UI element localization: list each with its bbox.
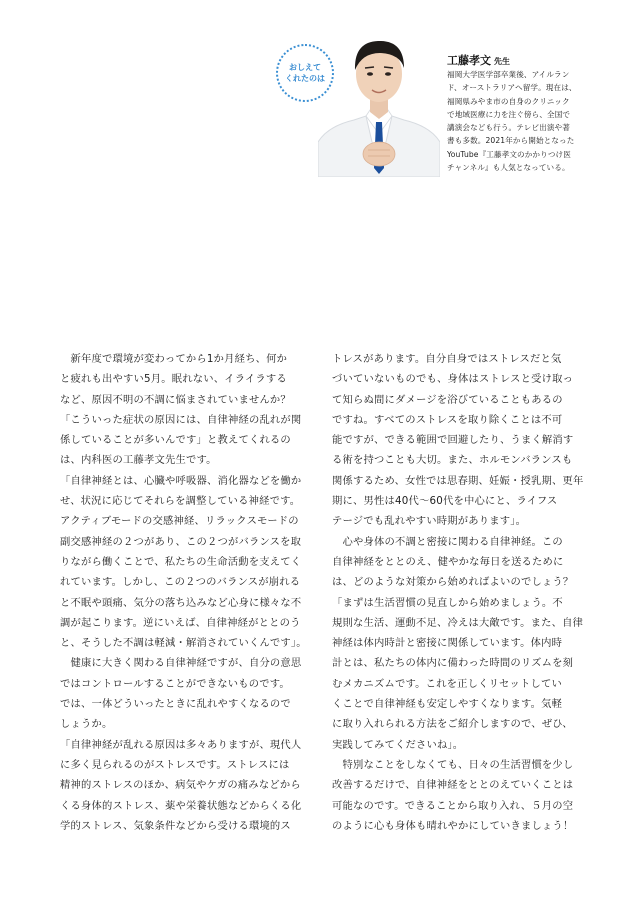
article-line: くる身体的ストレス、薬や栄養状態などからくる化 — [60, 799, 302, 812]
article-line: 「自律神経が乱れる原因は多々ありますが、現代人 — [60, 738, 302, 751]
article-line: 改善するだけで、自律神経をととのえていくことは — [332, 779, 574, 792]
doctor-bio — [447, 68, 597, 174]
bio-line: 講演会なども行う。テレビ出演や著 — [447, 123, 570, 133]
article-line: 規則な生活、運動不足、冷えは大敵です。また、自律 — [332, 616, 584, 629]
article-line: むメカニズムです。これを正しくリセットしてい — [332, 677, 563, 690]
article-line: りながら働くことで、私たちの生命活動を支えてく — [60, 555, 302, 568]
article-line: ですね。すべてのストレスを取り除くことは不可 — [332, 413, 563, 426]
article-line: 期に、男性は40代〜60代を中心にと、ライフス — [332, 495, 558, 508]
article-line: れています。しかし、この２つのバランスが崩れる — [60, 576, 301, 589]
article-line: と疲れも出やすい5月。眠れない、イライラする — [60, 373, 287, 386]
article-line: は、内科医の工藤孝文先生です。 — [60, 454, 217, 467]
article-line: など、原因不明の不調に悩まされていませんか？ — [60, 393, 291, 406]
article-column-right — [332, 349, 600, 836]
article-line: 神経は体内時計と密接に関係しています。体内時 — [332, 637, 563, 650]
article-line: 能ですが、できる範囲で回避したり、うまく解消す — [332, 434, 574, 447]
article-line: 実践してみてくださいね」。 — [332, 738, 464, 751]
bio-line: YouTube『工藤孝文のかかりつけ医 — [447, 149, 571, 159]
article-line: 「自律神経とは、心臓や呼吸器、消化器などを働か — [60, 474, 302, 487]
article-line: 健康に大きく関わる自律神経ですが、自分の意思 — [60, 657, 302, 670]
article-line: に取り入れられる方法をご紹介しますので、ぜひ、 — [332, 718, 573, 731]
article-line: 自律神経をととのえ、健やかな毎日を送るために — [332, 555, 564, 568]
doctor-name-text: 工藤孝文 — [447, 54, 491, 67]
article-line: は、どのような対策から始めればよいのでしょう？ — [332, 576, 574, 589]
article-line: る術を持つことも大切。また、ホルモンバランスも — [332, 454, 573, 467]
article-line: 係していることが多いんです」と教えてくれるの — [60, 434, 291, 447]
article-line: しょうか。 — [60, 718, 113, 731]
article-line: 副交感神経の２つがあり、この２つがバランスを取 — [60, 535, 302, 548]
article-line: 心や身体の不調と密接に関わる自律神経。この — [332, 535, 563, 548]
bio-line: ド、オーストラリアへ留学。現在は、 — [447, 83, 577, 93]
article-line: 特別なことをしなくても、日々の生活習慣を少し — [332, 758, 574, 771]
article-line: のように心も身体も晴れやかにしていきましょう！ — [332, 819, 574, 832]
badge-line-2: くれたのは — [285, 74, 325, 83]
doctor-profile — [0, 0, 640, 200]
article-line: 新年度で環境が変わってから1か月経ち、何か — [60, 353, 288, 365]
article-line: 計とは、私たちの体内に備わった時間のリズムを刻 — [332, 657, 574, 670]
bio-line: チャンネル』も人気となっている。 — [447, 163, 570, 173]
bio-line: 書も多数。2021年から開始となった — [447, 136, 575, 146]
article-line: と不眠や頭痛、気分の落ち込みなど心身に様々な不 — [60, 596, 302, 609]
bio-line: 福岡県みやま市の自身のクリニック — [447, 96, 570, 106]
badge-line-1: おしえて — [289, 63, 321, 72]
article-line: と、そうした不調は軽減・解消されていくんです」。 — [60, 637, 307, 650]
article-line: て知らぬ間にダメージを浴びていることもあるの — [332, 393, 563, 406]
article-line: 関係するため、女性では思春期、妊娠・授乳期、更年 — [332, 474, 584, 487]
bio-line: で地域医療に力を注ぐ傍ら、全国で — [447, 109, 571, 119]
article-line: づいていないものでも、身体はストレスと受け取っ — [332, 373, 574, 386]
doctor-honorific: 先生 — [494, 57, 510, 66]
article-line: 学的ストレス、気象条件などから受ける環境的ス — [60, 819, 291, 832]
article-line: アクティブモードの交感神経、リラックスモードの — [60, 515, 299, 528]
article-line: ではコントロールすることができないものです。 — [60, 677, 290, 690]
article-line: テージでも乱れやすい時期があります」。 — [332, 515, 527, 528]
article-line: 「まずは生活習慣の見直しから始めましょう。不 — [332, 596, 563, 609]
article-line: 精神的ストレスのほか、病気やケガの痛みなどから — [60, 779, 301, 792]
doctor-name — [447, 52, 510, 68]
article-column-left — [60, 349, 328, 836]
article-line: 可能なのです。できることから取り入れ、５月の空 — [332, 799, 574, 812]
article-line: では、一体どういったときに乱れやすくなるので — [60, 698, 291, 711]
article-line: せ、状況に応じてそれらを調整している神経です。 — [60, 495, 301, 508]
article-line: 「こういった症状の原因には、自律神経の乱れが関 — [60, 413, 302, 426]
bio-line: 福岡大学医学部卒業後、アイルラン — [447, 70, 570, 79]
doctor-photo — [318, 22, 440, 177]
doctor-portrait-icon — [318, 22, 440, 177]
article-line: くことで自律神経も安定しやすくなります。気軽 — [332, 698, 563, 711]
article-line: トレスがあります。自分自身ではストレスだと気 — [332, 353, 562, 365]
article-line: に多く見られるのがストレスです。ストレスには — [60, 758, 290, 771]
article-line: 調が起こります。逆にいえば、自律神経がととのう — [60, 616, 301, 629]
